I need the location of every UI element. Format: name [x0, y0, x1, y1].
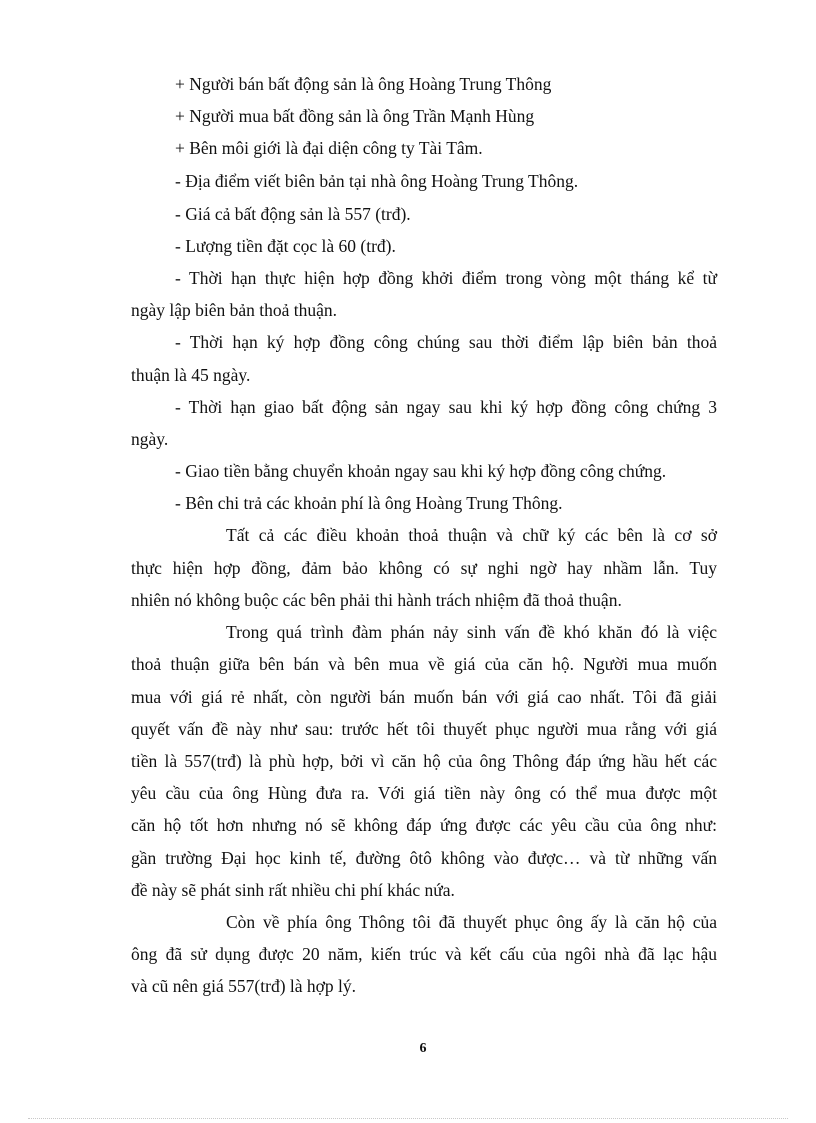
paragraph-2-line-9: đề này sẽ phát sinh rất nhiều chi phí khác nứa. [131, 880, 455, 900]
text-line-contract-term: - Thời hạn thực hiện hợp đồng khởi điểm trong vòng một tháng kể từ [175, 268, 717, 288]
paragraph-2-line-1: Trong quá trình đàm phán nảy sinh vấn đề khó khăn đó là việc [226, 622, 717, 642]
paragraph-1-line-3: nhiên nó không buộc các bên phải thi hành trách nhiệm đã thoả thuận. [131, 590, 622, 610]
paragraph-3-line-1: Còn về phía ông Thông tôi đã thuyết phục ông ấy là căn hộ của [226, 912, 717, 932]
paragraph-2-line-8: gần trường Đại học kinh tế, đường ôtô không vào được… và từ những vấn [131, 848, 717, 868]
text-line-broker: + Bên môi giới là đại diện công ty Tài Tâm. [175, 138, 483, 158]
paragraph-2-line-6: yêu cầu của ông Hùng đưa ra. Với giá tiền này ông có thể mua được một [131, 783, 717, 803]
text-line-payment: - Giao tiền bằng chuyển khoản ngay sau khi ký hợp đồng công chứng. [175, 461, 667, 481]
text-line-contract-term-cont: ngày lập biên bản thoả thuận. [131, 300, 338, 320]
paragraph-1-line-2: thực hiện hợp đồng, đảm bảo không có sự nghi ngờ hay nhầm lẫn. Tuy [131, 558, 717, 578]
paragraph-2-line-3: mua với giá rẻ nhất, còn người bán muốn bán với giá cao nhất. Tôi đã giải [131, 687, 717, 707]
text-line-price: - Giá cả bất động sản là 557 (trđ). [175, 204, 411, 224]
paragraph-2-line-4: quyết vấn đề này như sau: trước hết tôi thuyết phục người mua rằng với giá [131, 719, 717, 739]
paragraph-2-line-7: căn hộ tốt hơn nhưng nó sẽ không đáp ứng được các yêu cầu của ông như: [131, 815, 717, 835]
text-line-notary-term-cont: thuận là 45 ngày. [131, 365, 251, 385]
text-line-handover-term-cont: ngày. [131, 429, 169, 449]
paragraph-3-line-2: ông đã sử dụng được 20 năm, kiến trúc và kết cấu của ngôi nhà đã lạc hậu [131, 944, 717, 964]
paragraph-1-line-1: Tất cả các điều khoản thoả thuận và chữ ký các bên là cơ sở [226, 525, 717, 545]
text-line-notary-term: - Thời hạn ký hợp đồng công chúng sau thời điểm lập biên bản thoả [175, 332, 717, 352]
paragraph-2-line-5: tiền là 557(trđ) là phù hợp, bởi vì căn hộ của ông Thông đáp ứng hầu hết các [131, 751, 717, 771]
paragraph-3-line-3: và cũ nên giá 557(trđ) là hợp lý. [131, 976, 357, 996]
text-line-location: - Địa điểm viết biên bản tại nhà ông Hoàng Trung Thông. [175, 171, 579, 191]
paragraph-2-line-2: thoả thuận giữa bên bán và bên mua về giá của căn hộ. Người mua muốn [131, 654, 717, 674]
text-line-handover-term: - Thời hạn giao bất động sản ngay sau khi ký hợp đồng công chứng 3 [175, 397, 717, 417]
text-line-fees: - Bên chi trả các khoản phí là ông Hoàng Trung Thông. [175, 493, 563, 513]
footer-divider [28, 1118, 788, 1119]
text-line-buyer: + Người mua bất đồng sản là ông Trần Mạnh Hùng [175, 106, 535, 126]
text-line-seller: + Người bán bất động sản là ông Hoàng Trung Thông [175, 74, 552, 94]
text-line-deposit: - Lượng tiền đặt cọc là 60 (trđ). [175, 236, 396, 256]
page-number: 6 [419, 1041, 427, 1056]
